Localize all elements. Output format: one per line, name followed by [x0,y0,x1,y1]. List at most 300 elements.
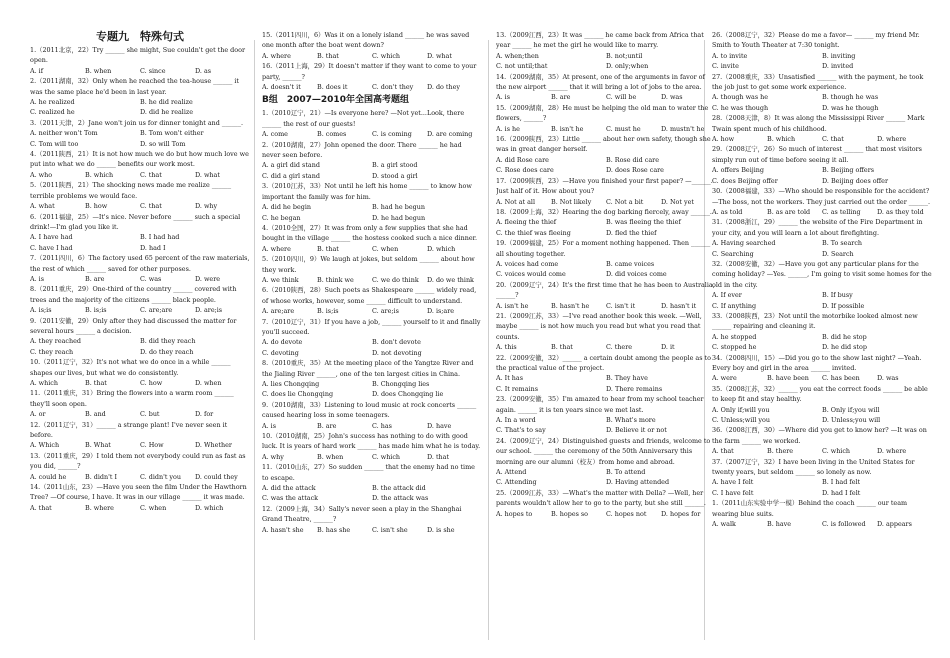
question-item [712,425,932,456]
answer-options [30,232,250,253]
answer-option: C. he began [262,213,301,222]
answer-option: B. that [85,379,107,387]
question-item [262,254,482,285]
answer-option: D. Having attended [606,478,670,487]
answer-option: C. since [140,66,166,75]
question-stem: 4.（2011陕西，21）It is not how much we do but how much love we put into what we do ______ benefits our work most. [30,150,249,169]
answer-option: D. do we think [427,275,474,284]
answer-option: B. isn't he [551,124,584,133]
answer-option: B. that [551,343,573,352]
answer-option: A. In a word [496,416,536,425]
answer-option: C. I have felt [712,488,754,497]
answer-option: C. have I had [30,243,73,252]
answer-options [712,290,932,311]
answer-option: A. who [30,170,53,179]
answer-option: A. lies Chongqing [262,380,320,388]
answer-option: D. not devoting [372,348,422,357]
question-item [496,353,716,395]
answer-option: A. is he [496,124,520,133]
answer-options [712,51,932,72]
question-item [496,103,716,134]
answer-option: B. I had felt [822,478,861,487]
question-stem: 1.（2010辽宁，21）—Is everyone here? —Not yet...Look, there ______ the rest of our guests! [262,109,465,128]
question-stem: 20.（2009辽宁，24）It's the first time that he has been to Australia, ______? [496,280,715,300]
answer-options [30,66,250,76]
answer-option: B. he did realize [140,98,193,107]
answer-options [496,342,716,352]
answer-option: D. Beijing does offer [822,176,888,185]
answer-options [712,332,932,353]
column-4 [712,30,932,650]
answer-option: C. Unless;will you [712,416,770,425]
answer-option: D. for [195,410,214,419]
answer-option: D. is;are [427,307,455,316]
answer-option: B. Chongqing lies [372,380,430,388]
answer-option: B. What [85,441,111,450]
column-divider [488,40,489,640]
answer-option: C. is coming [372,130,412,139]
answer-option: C. That's to say [496,426,546,435]
answer-options [712,207,932,217]
answer-option: B. Not likely [551,197,592,206]
question-stem: 7.（2010辽宁，31）If you have a job, ______ yourself to it and finally you'll succeed. [262,317,481,336]
answer-options [262,525,482,535]
answer-option: B. Only if;you will [822,405,880,414]
answer-options [30,170,250,180]
answer-option: A. that [712,447,734,456]
question-item [30,212,250,254]
answer-option: C. are;is [372,307,399,316]
answer-option: C. that [140,170,162,179]
answer-option: C. Attending [496,478,537,487]
answer-option: D. Believe it or not [606,426,667,435]
answer-option: A. Having searched [712,239,776,248]
question-stem: 10.（2010湖南，25）John's success has nothing to do with good luck. It is years of hard work ______ has made him what he is today. [262,432,481,451]
question-item [30,76,250,118]
answer-option: B. and [85,410,106,419]
answer-option: C. How [140,441,164,450]
answer-option: C. Not a bit [606,197,644,206]
question-stem: 3.（2010江苏，33）Not until he left his home ______ to know how important the family was for him. [262,182,472,201]
answer-options [496,197,716,207]
question-item [30,316,250,358]
answer-option: C. didn't you [140,472,181,481]
question-item [712,186,932,217]
answer-option: C. has been [822,374,860,383]
answer-options [496,467,716,488]
answer-options [30,305,250,315]
question-item [262,181,482,223]
question-stem: 30.（2008福建，33）—Who should be responsible for the accident? —The boss, not the workers. They just carried out the order ______. [712,187,930,206]
answer-option: B. comes [317,130,347,139]
question-item [496,30,716,72]
answer-options [712,165,932,186]
question-stem: 9.（2010湖南，33）Listening to loud music at rock concerts ______ caused hearing loss in some teenagers. [262,400,477,420]
question-stem: 8.（2010重庆，35）At the meeting place of the Yangtze River and the Jialing River ______, one of the ten largest cities in China. [262,359,474,378]
question-item [30,149,250,180]
answer-option: D. he had begun [372,213,426,222]
answer-option: D. that [427,452,450,461]
answer-option: D. do they [427,83,461,92]
answer-option: D. Unless;you will [822,416,881,425]
answer-options [712,446,932,456]
answer-option: C. which [372,51,401,60]
answer-option: B. there [767,447,794,456]
answer-option: C. he was though [712,103,769,112]
answer-option: D. could they [195,472,238,481]
question-item [30,451,250,482]
answer-option: C. they reach [30,347,74,356]
answer-option: B. If busy [822,291,853,300]
question-item [712,259,932,311]
question-stem: 13.（2011重庆，29）I told them not everybody could run as fast as you did, ______? [30,451,246,471]
question-stem: 35.（2008江苏，32）______ you eat the correct foods ______ be able to keep fit and stay healthy. [712,384,928,404]
answer-option: D. mustn't he [661,124,705,133]
answer-options [262,379,482,400]
answer-option: C. that [822,135,844,144]
question-item [262,504,482,535]
question-item [262,358,482,400]
question-item [496,436,716,488]
question-item [712,144,932,186]
question-stem: 5.（2011陕西，21）The shocking news made me realize ______ terrible problems we would face. [30,181,232,200]
question-item [712,311,932,353]
question-item [262,285,482,316]
answer-option: B. are [551,93,571,102]
question-stem: 26.（2008辽宁，32）Please do me a favor— ______ my friend Mr. Smith to Youth Theater at 7:30 tonight. [712,31,920,50]
answer-option: A. they reached [30,337,82,346]
answer-options [712,134,932,144]
answer-option: D. does Chongqing lie [372,390,444,399]
question-stem: 3.（2011天津，2）Jane won't join us for dinner tonight and ______. [30,118,244,127]
answer-option: D. where [877,135,907,144]
answer-option: D. was [877,374,899,383]
answer-option: A. I have had [30,233,73,242]
question-stem: 9.（2011安徽，29）Only after they had discussed the matter for several hours ______ a decision. [30,316,237,335]
answer-option: B. are [317,421,337,430]
answer-option: A. If ever [712,291,742,300]
answer-options [30,472,250,482]
answer-option: D. as [195,66,212,75]
question-item [712,457,932,499]
answer-option: B. the attack did [372,484,426,493]
question-stem: 37.（2007辽宁，32）I have been living in the United States for twenty years, but seldom ______ so lonely as now. [712,457,915,477]
answer-option: A. It has [496,374,524,383]
question-stem: 6.（2010陕西，28）Such poets as Shakespeare ______ widely read, of whose works, however, some ______ difficult to understand. [262,286,477,305]
question-stem: 2.（2011湖南，32）Only when he reached the tea-house ______ it was the same place he'd been in last year. [30,77,239,96]
answer-option: A. Not at all [496,197,536,206]
answer-option: C. devoting [262,348,299,357]
question-stem: 19.（2009福建，25）For a moment nothing happened. Then ______ all shouting together. [496,239,711,258]
answer-option: B. They have [606,374,648,383]
answer-option: D. what [427,51,452,60]
question-stem: 36.（2008江西，30）—Where did you get to know her? —It was on the farm ______ we worked. [712,426,927,445]
answer-option: A. walk [712,520,736,529]
answer-option: B. didn't I [85,472,117,481]
answer-option: B. To search [822,239,863,248]
answer-options [30,97,250,118]
answer-option: B. had he begun [372,203,425,212]
answer-option: D. had I [140,243,166,252]
answer-options [262,202,482,223]
answer-options [496,217,716,238]
answer-options [496,92,716,102]
answer-options [712,405,932,426]
question-stem: 8.（2011重庆，29）One-third of the country ______ covered with trees and the majority of the citizens ______ black people. [30,285,237,304]
question-item [712,498,932,529]
answer-option: C. don't they [372,83,414,92]
question-item [262,108,482,139]
answer-option: A. how [712,135,735,144]
answer-option: D. hopes for [661,509,701,518]
answer-option: D. stood a girl [372,171,418,180]
question-stem: 34.（2008四川，15）—Did you go to the show last night? —Yeah. Every boy and girl in the area ______ invited. [712,353,922,372]
answer-option: D. have [427,421,452,430]
question-stem: 5.（2010四川，9）We laugh at jokes, but seldom ______ about how they work. [262,255,475,274]
answer-option: D. There remains [606,384,663,393]
answer-option: C. hopes not [606,509,647,518]
answer-options [30,378,250,388]
answer-option: B. have been [767,374,809,383]
question-item [30,357,250,388]
answer-option: D. appears [877,520,912,529]
answer-option: D. did he realize [140,108,194,117]
answer-option: A. neither won't Tom [30,129,98,138]
answer-option: A. is [30,274,45,283]
answer-option: A. or [30,410,46,419]
answer-option: D. is she [427,525,455,534]
answer-option: D. so will Tom [140,139,186,148]
question-item [496,488,716,519]
question-stem: 12.（2011辽宁，31）______ a strange plant! I've never seen it before. [30,420,228,440]
answer-option: C. Tom will too [30,139,79,148]
answer-option: A. which [30,379,59,387]
answer-options [30,409,250,419]
answer-option: B. when [85,66,112,75]
answer-options [262,452,482,462]
answer-options [712,373,932,383]
answer-option: C. the thief was fleeing [496,228,571,237]
answer-options [496,155,716,176]
answer-option: A. where [262,244,291,253]
answer-option: B. has she [317,525,351,534]
answer-options [30,274,250,284]
question-stem: 27.（2008重庆，33）Unsatisfied ______ with the payment, he took the job just to get some work experience. [712,72,924,92]
answer-option: C. invite [712,62,739,71]
answer-option: C. are;are [140,306,173,315]
answer-option: A. isn't he [496,301,529,310]
answer-option: B. Rose did care [606,155,659,164]
answer-option: B. did they reach [140,337,196,346]
question-stem: 14.（2009湖南，35）At present, one of the arguments in favor of the new airport ______ that it will bring a lot of jobs to the area. [496,72,705,92]
column-3 [496,30,716,650]
answer-option: A. doesn't it [262,83,301,92]
answer-option: B. was fleeing the thief [606,218,681,227]
answer-option: A. were [712,374,737,383]
question-item [496,134,716,176]
answer-option: C. stopped he [712,343,757,352]
answer-option: C. as telling [822,207,861,216]
answer-option: A. could he [30,472,67,481]
answer-option: C. Rose does care [496,166,554,175]
question-stem: 15.（2011四川，6）Was it on a lonely island ______ he was saved one month after the boat went down? [262,31,470,50]
answer-option: C. isn't she [372,525,408,534]
answer-option: B. think we [317,275,354,284]
answer-option: C. must he [606,124,641,133]
answer-option: A. voices had come [496,259,559,268]
answer-option: B. when [317,452,344,461]
answer-option: A. why [262,452,284,461]
answer-option: B. does it [317,83,348,92]
question-stem: 25.（2009江苏，33）—What's the matter with Della? —Well, her parents wouldn't allow her to go to the party, but she still ______. [496,488,706,508]
answer-option: C. we do think [372,275,419,284]
answer-option: B. What's more [606,416,656,425]
question-item [262,462,482,504]
page-title: 专题九 特殊句式 [96,30,184,43]
answer-option: D. hasn't it [661,301,697,310]
answer-option: A. have I felt [712,478,754,487]
answer-option: B. though he was [822,93,879,102]
answer-option: D. what [195,170,220,179]
answer-options [262,275,482,285]
column-2 [262,30,482,650]
column-divider [254,40,255,640]
question-stem: 1.（2011山东实验中学一模）Behind the coach ______ our team wearing blue suits. [712,499,908,518]
answer-options [496,301,716,311]
answer-options [262,244,482,254]
answer-options [30,128,250,149]
answer-option: A. he realized [30,98,75,107]
question-stem: 17.（2009陕西，23）—Have you finished your first paper? —______. Just half of it. How about you? [496,176,713,196]
answer-option: A. Attend [496,468,527,477]
answer-option: B. is;is [317,307,339,316]
answer-option: A. do devote [262,338,303,347]
question-item [712,72,932,114]
question-stem: 33.（2008陕西，23）Not until the motorbike looked almost new ______ repairing and cleaning it. [712,311,918,331]
answer-option: A. this [496,343,517,352]
answer-option: B. how [85,202,108,211]
question-item [30,45,250,76]
answer-option: A. fleeing the thief [496,218,557,227]
answer-option: C. It remains [496,384,538,393]
answer-option: D. had I felt [822,488,861,497]
answer-option: C. when [140,503,167,512]
answer-option: A. when;then [496,51,539,60]
question-stem: 29.（2008辽宁，26）So much of interest ______ that most visitors simply run out of time before seeing it all. [712,145,922,164]
answer-option: B. that [317,244,339,253]
answer-option: D. when [195,379,222,387]
answer-option: D. was he though [822,103,879,112]
answer-options [496,415,716,436]
answer-option: B. don't devote [372,338,421,347]
answer-option: D. which [427,244,456,253]
question-item [496,280,716,311]
answer-option: A. if [30,66,44,75]
answer-options [496,51,716,72]
answer-options [496,509,716,519]
question-item [496,176,716,207]
answer-option: D. Not yet [661,197,694,206]
answer-option: C. which [822,447,851,456]
answer-options [30,201,250,211]
question-stem: 1.（2011北京，22）Try ______ she might, Sue couldn't get the door open. [30,46,246,65]
answer-option: A. we think [262,275,299,284]
question-stem: 7.（2011四川，6）The factory used 65 percent of the raw materials, the rest of which ______ saved for other purposes. [30,254,250,273]
answer-option: C. will be [606,93,637,102]
answer-options [262,51,482,61]
question-item [262,400,482,431]
answer-option: D. where [877,447,907,456]
answer-option: B. which [85,170,114,179]
answer-option: C. which [372,452,401,461]
answer-option: B. are [85,274,105,283]
question-item [262,61,482,92]
answer-option: C. does lie Chongqing [262,390,334,399]
answer-option: D. do they reach [140,347,194,356]
answer-option: D. was [661,93,683,102]
answer-option: C. was the attack [262,494,319,503]
question-stem: 18.（2009上海，32）Hearing the dog barking fiercely, away ______. [496,207,712,216]
answer-option: C. If anything [712,301,757,310]
answer-option: B. not;until [606,51,643,60]
question-item [30,180,250,211]
answer-options [712,238,932,259]
answer-option: B. Tom won't either [140,129,204,138]
answer-options [712,519,932,529]
answer-option: A. Only if;will you [712,405,770,414]
answer-option: A. did he begin [262,203,311,212]
answer-option: D. which [195,503,224,512]
column-1 [30,30,250,650]
answer-options [262,483,482,504]
question-stem: 24.（2009辽宁，24）Distinguished guests and friends, welcome to our school. ______ the ceremony of the 50th Anniversary this morning are our alumni（校友）from home and abroad. [496,436,711,466]
answer-option: C. realized he [30,108,75,117]
question-stem: 16.（2009陕西，23）Little ______ about her own safety, though she was in great danger herself. [496,135,711,154]
question-item [30,482,250,513]
question-item [262,317,482,359]
answer-option: A. a girl did stand [262,161,320,170]
section-heading: B组 2007—2010年全国高考题组 [262,95,409,106]
question-item [30,118,250,149]
answer-option: B. is;is [85,306,107,315]
answer-option: D. are;is [195,306,223,315]
answer-options [712,477,932,498]
answer-option: A. he stopped [712,332,757,341]
answer-option: B. hasn't he [551,301,590,310]
answer-option: A. is [262,421,277,430]
question-stem: 11.（2010山东，27）So sudden ______ that the enemy had no time to escape. [262,463,475,482]
answer-option: B. Beijing offers [822,166,875,175]
answer-option: A. as told [712,207,743,216]
question-stem: 12.（2009上海，34）Sally's never seen a play in the Shanghai Grand Theatre, ______? [262,504,462,524]
question-stem: 16.（2011上海，29）It doesn't matter if they want to come to your party, ______? [262,62,477,81]
answer-option: C. Searching [712,249,754,258]
question-item [712,353,932,384]
answer-option: B. that [317,51,339,60]
question-item [262,223,482,254]
answer-option: B. came voices [606,259,655,268]
answer-option: C. did a girl stand [262,171,320,180]
answer-option: D. Whether [195,441,232,450]
answer-option: B. which [767,135,796,144]
question-item [262,30,482,61]
answer-option: D. did voices come [606,270,667,279]
question-stem: 23.（2009安徽，35）I'm amazed to hear from my school teacher again. ______ it is ten years since we met last. [496,395,704,414]
question-item [496,394,716,436]
question-item [262,140,482,182]
answer-option: A. hasn't she [262,525,304,534]
question-stem: 15.（2009湖南，28）He must be helping the old man to water the flowers, ______? [496,103,709,123]
